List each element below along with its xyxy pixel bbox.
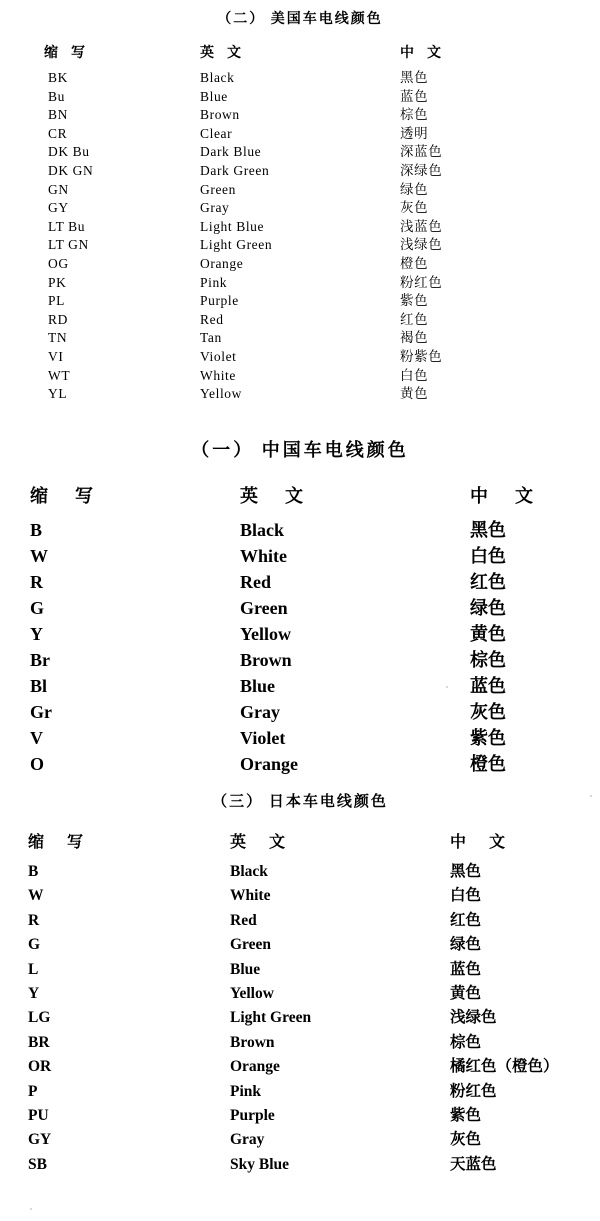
cell-english: Black — [200, 70, 235, 85]
cell-abbr: OG — [48, 255, 69, 271]
cell-chinese: 棕色 — [400, 107, 429, 123]
cell-abbr: R — [28, 911, 40, 929]
table-row — [0, 326, 600, 345]
cell-abbr: Bl — [30, 676, 48, 696]
cell-chinese: 黑色 — [400, 70, 429, 85]
table-row — [0, 981, 600, 1005]
table-row — [0, 750, 600, 776]
cell-chinese: 粉紫色 — [400, 348, 443, 364]
column-header-abbr: 缩 写 — [44, 46, 87, 61]
column-header-english: 英 文 — [230, 834, 291, 851]
cell-chinese: 蓝色 — [400, 88, 429, 104]
cell-abbr: B — [30, 520, 43, 540]
table-row — [0, 178, 600, 197]
cell-english: Blue — [230, 960, 261, 978]
cell-english: Gray — [230, 1131, 265, 1149]
column-header-chinese: 中 文 — [470, 486, 539, 506]
table-row — [0, 568, 600, 594]
cell-chinese: 绿色 — [450, 936, 482, 954]
cell-abbr: SB — [28, 1155, 47, 1173]
table-row — [0, 1127, 600, 1151]
cell-english: Red — [240, 572, 271, 592]
table-row — [0, 1079, 600, 1103]
cell-abbr: BN — [48, 107, 68, 123]
cell-chinese: 透明 — [400, 125, 429, 141]
cell-english: Light Green — [200, 237, 273, 253]
table-row — [0, 364, 600, 383]
table-china-wire-colors — [0, 482, 600, 776]
section-title-us: （二） 美国车电线颜色 — [217, 12, 383, 27]
table-header-row — [0, 42, 600, 66]
cell-english: Dark Green — [200, 162, 270, 178]
cell-abbr: G — [30, 598, 45, 618]
cell-chinese: 灰色 — [450, 1131, 482, 1149]
cell-abbr: W — [30, 546, 48, 566]
cell-chinese: 白色 — [470, 546, 506, 566]
cell-english: Orange — [230, 1058, 280, 1076]
cell-chinese: 褐色 — [400, 330, 429, 346]
table-row — [0, 85, 600, 104]
cell-chinese: 深蓝色 — [400, 144, 443, 160]
table-row — [0, 159, 600, 178]
cell-english: Green — [240, 598, 288, 618]
column-header-abbr: 缩 写 — [30, 486, 99, 506]
cell-english: Yellow — [240, 624, 291, 644]
cell-chinese: 红色 — [400, 311, 429, 327]
table-row — [0, 542, 600, 568]
cell-abbr: LG — [28, 1009, 51, 1027]
table-row — [0, 957, 600, 981]
section-title-china: （一） 中国车电线颜色 — [191, 440, 409, 460]
cell-chinese: 浅绿色 — [450, 1009, 497, 1027]
table-row — [0, 382, 600, 401]
table-row — [0, 672, 600, 698]
scan-speck — [590, 795, 592, 797]
cell-english: Blue — [240, 676, 276, 696]
cell-abbr: Gr — [30, 702, 52, 722]
cell-english: Tan — [200, 330, 222, 346]
cell-english: Black — [240, 520, 285, 540]
cell-abbr: W — [28, 887, 44, 905]
cell-abbr: TN — [48, 330, 68, 346]
cell-chinese: 灰色 — [400, 200, 429, 216]
table-row — [0, 724, 600, 750]
table-row — [0, 103, 600, 122]
table-row — [0, 122, 600, 141]
cell-abbr: DK GN — [48, 162, 94, 178]
cell-chinese: 红色 — [470, 572, 506, 592]
table-row — [0, 646, 600, 672]
cell-abbr: CR — [48, 125, 68, 141]
cell-abbr: BR — [28, 1033, 50, 1051]
cell-chinese: 深绿色 — [400, 162, 443, 178]
cell-abbr: OR — [28, 1058, 52, 1076]
section-japan-wire-colors — [0, 790, 600, 1176]
cell-english: Purple — [200, 293, 239, 309]
cell-chinese: 棕色 — [450, 1033, 482, 1051]
cell-abbr: P — [28, 1082, 38, 1100]
column-header-english: 英 文 — [240, 486, 309, 506]
cell-english: Blue — [200, 88, 228, 104]
cell-abbr: WT — [48, 367, 71, 383]
table-row — [0, 516, 600, 542]
cell-chinese: 红色 — [450, 911, 482, 929]
table-row — [0, 1005, 600, 1029]
cell-english: Pink — [230, 1082, 262, 1100]
cell-chinese: 黄色 — [400, 386, 429, 402]
cell-abbr: LT Bu — [48, 218, 86, 234]
cell-english: Clear — [200, 125, 233, 141]
table-header-row — [0, 482, 600, 516]
cell-chinese: 橘红色（橙色） — [450, 1058, 559, 1076]
table-row — [0, 859, 600, 883]
cell-english: Light Blue — [200, 218, 265, 234]
cell-english: Purple — [230, 1106, 275, 1124]
cell-chinese: 黑色 — [450, 863, 482, 880]
section-us-wire-colors — [0, 8, 600, 401]
cell-abbr: L — [28, 960, 39, 978]
scan-speck — [30, 1208, 32, 1210]
table-japan-wire-colors — [0, 829, 600, 1176]
cell-chinese: 紫色 — [470, 728, 506, 748]
cell-chinese: 绿色 — [470, 598, 506, 618]
table-row — [0, 271, 600, 290]
table-row — [0, 698, 600, 724]
cell-chinese: 粉红色 — [450, 1082, 497, 1100]
cell-english: Green — [230, 936, 272, 954]
cell-abbr: Y — [28, 984, 40, 1002]
cell-abbr: GY — [48, 200, 69, 216]
cell-chinese: 橙色 — [470, 754, 506, 774]
cell-chinese: 白色 — [400, 367, 429, 383]
cell-abbr: YL — [48, 386, 68, 402]
cell-english: Sky Blue — [230, 1155, 290, 1173]
cell-english: Violet — [240, 728, 286, 748]
cell-abbr: PL — [48, 293, 65, 309]
cell-english: Red — [230, 911, 257, 929]
cell-chinese: 绿色 — [400, 181, 429, 197]
cell-abbr: GN — [48, 181, 69, 197]
cell-english: White — [240, 546, 287, 566]
cell-chinese: 白色 — [450, 887, 482, 905]
table-row — [0, 252, 600, 271]
table-row — [0, 140, 600, 159]
cell-chinese: 浅蓝色 — [400, 218, 443, 234]
cell-english: Red — [200, 311, 224, 327]
cell-english: Yellow — [230, 984, 274, 1002]
column-header-abbr: 缩 写 — [28, 834, 89, 851]
cell-chinese: 黑色 — [470, 520, 506, 540]
scan-speck — [446, 686, 448, 688]
table-row — [0, 620, 600, 646]
cell-abbr: PU — [28, 1106, 49, 1124]
table-row — [0, 345, 600, 364]
table-us-wire-colors — [0, 42, 600, 401]
table-row — [0, 215, 600, 234]
cell-abbr: O — [30, 754, 45, 774]
cell-abbr: V — [30, 728, 43, 748]
cell-abbr: G — [28, 936, 41, 954]
cell-abbr: Y — [30, 624, 43, 644]
cell-english: Brown — [200, 107, 240, 123]
cell-abbr: GY — [28, 1131, 52, 1149]
cell-chinese: 浅绿色 — [400, 237, 443, 253]
cell-chinese: 灰色 — [470, 702, 506, 722]
table-row — [0, 308, 600, 327]
cell-english: Pink — [200, 274, 228, 290]
cell-english: Orange — [240, 754, 298, 774]
column-header-chinese: 中 文 — [400, 46, 443, 61]
cell-english: Brown — [240, 650, 292, 670]
section-china-wire-colors — [0, 436, 600, 776]
cell-abbr: VI — [48, 348, 64, 364]
cell-english: Orange — [200, 255, 244, 271]
cell-english: Gray — [200, 200, 230, 216]
table-row — [0, 289, 600, 308]
cell-english: Violet — [200, 348, 237, 364]
cell-abbr: RD — [48, 311, 68, 327]
column-header-chinese: 中 文 — [450, 834, 511, 851]
cell-chinese: 黄色 — [450, 984, 482, 1002]
cell-chinese: 粉红色 — [400, 274, 443, 290]
table-row — [0, 883, 600, 907]
column-header-english: 英 文 — [200, 46, 243, 61]
cell-english: White — [200, 367, 236, 383]
cell-english: Black — [230, 863, 268, 880]
table-row — [0, 932, 600, 956]
cell-chinese: 蓝色 — [450, 960, 482, 978]
table-row — [0, 594, 600, 620]
cell-english: Brown — [230, 1033, 275, 1051]
cell-english: Yellow — [200, 386, 242, 402]
table-header-row — [0, 829, 600, 859]
table-row — [0, 66, 600, 85]
cell-abbr: LT GN — [48, 237, 89, 253]
cell-chinese: 橙色 — [400, 255, 429, 271]
cell-chinese: 蓝色 — [470, 676, 506, 696]
cell-abbr: Br — [30, 650, 50, 670]
cell-abbr: PK — [48, 274, 67, 290]
cell-abbr: DK Bu — [48, 144, 90, 160]
cell-chinese: 棕色 — [470, 650, 506, 670]
cell-abbr: R — [30, 572, 43, 592]
cell-english: Gray — [240, 702, 280, 722]
table-row — [0, 908, 600, 932]
table-row — [0, 1103, 600, 1127]
table-row — [0, 1152, 600, 1176]
table-row — [0, 1054, 600, 1078]
section-title-japan: （三） 日本车电线颜色 — [212, 794, 388, 810]
cell-english: White — [230, 887, 271, 905]
cell-chinese: 紫色 — [400, 293, 429, 309]
table-row — [0, 196, 600, 215]
cell-chinese: 紫色 — [450, 1106, 482, 1124]
cell-abbr: Bu — [48, 88, 65, 104]
table-row — [0, 233, 600, 252]
cell-chinese: 黄色 — [470, 624, 506, 644]
cell-english: Dark Blue — [200, 144, 262, 160]
cell-english: Green — [200, 181, 236, 197]
cell-chinese: 天蓝色 — [450, 1155, 497, 1173]
cell-abbr: BK — [48, 70, 68, 85]
table-row — [0, 1030, 600, 1054]
cell-abbr: B — [28, 863, 39, 880]
cell-english: Light Green — [230, 1009, 312, 1027]
